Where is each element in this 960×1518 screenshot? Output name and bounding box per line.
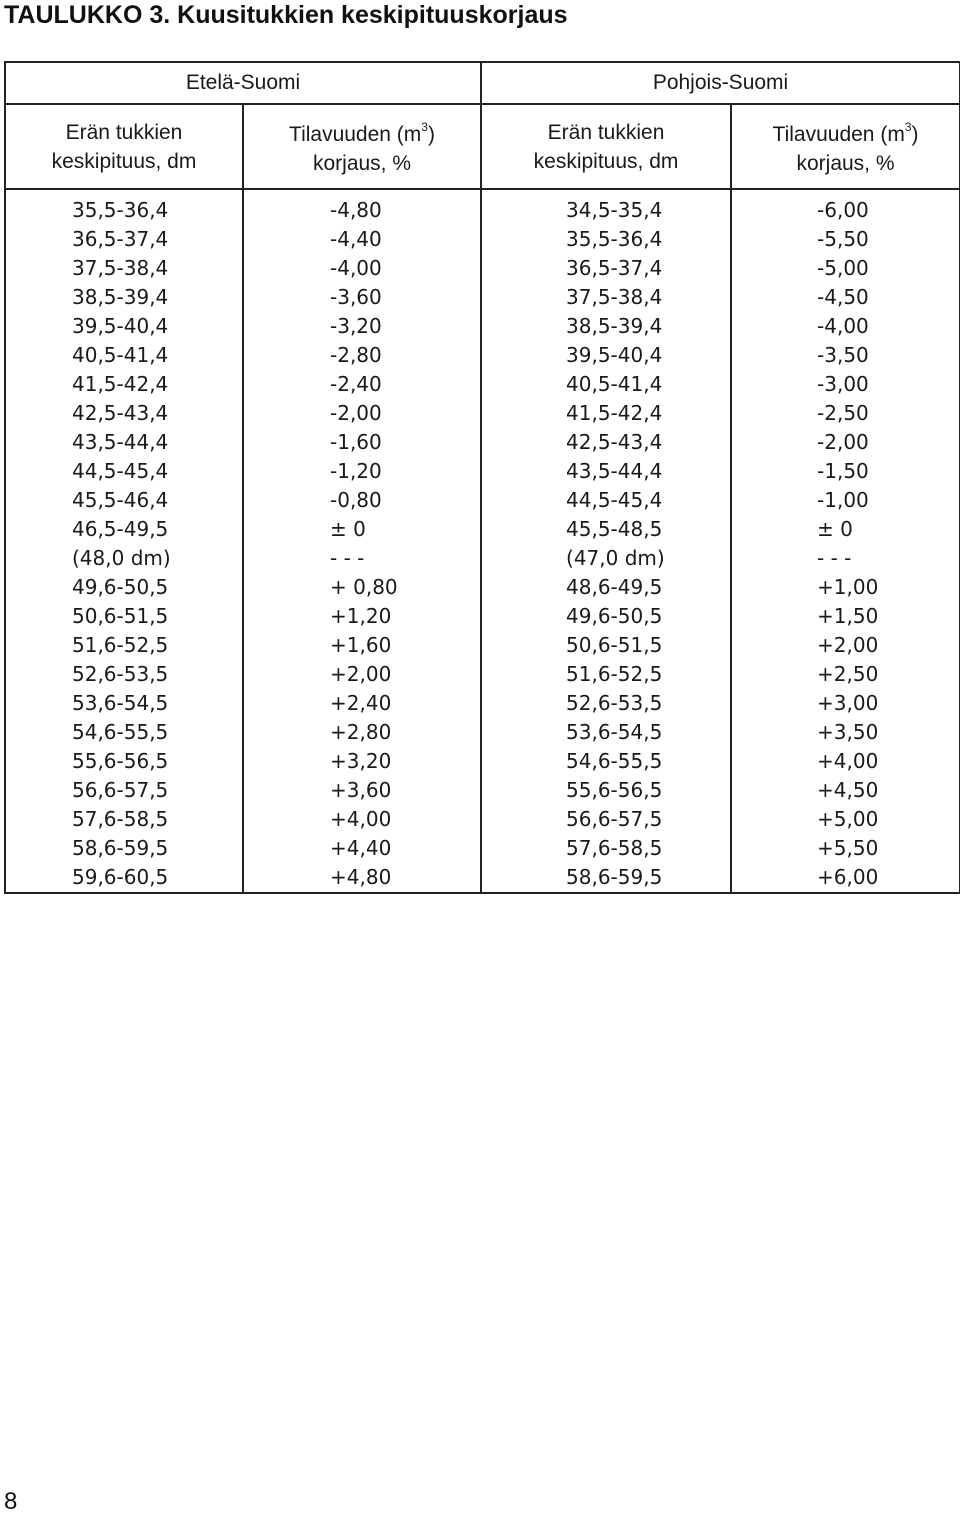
superscript: 3 <box>421 120 428 134</box>
table-row <box>5 312 960 341</box>
col-header-text: keskipituus, dm <box>51 149 197 173</box>
south-correction-cell: +4,00 <box>243 805 481 834</box>
south-correction-cell: -4,80 <box>243 189 481 225</box>
south-length-cell: 50,6-51,5 <box>5 602 243 631</box>
south-length-cell: 59,6-60,5 <box>5 863 243 893</box>
col-header-text: ) <box>911 123 919 146</box>
south-correction-cell: + 0,80 <box>243 573 481 602</box>
table-row <box>5 341 960 370</box>
table-row <box>5 457 960 486</box>
south-length-cell: 51,6-52,5 <box>5 631 243 660</box>
north-correction-cell: -4,00 <box>731 312 960 341</box>
north-length-cell: 34,5-35,4 <box>481 189 731 225</box>
south-correction-cell: +1,20 <box>243 602 481 631</box>
north-correction-cell: -2,00 <box>731 428 960 457</box>
north-length-cell: 41,5-42,4 <box>481 399 731 428</box>
north-length-cell: 50,6-51,5 <box>481 631 731 660</box>
south-length-cell: 40,5-41,4 <box>5 341 243 370</box>
north-length-cell: 45,5-48,5 <box>481 515 731 544</box>
region-header-row <box>5 62 960 104</box>
col-header-text: Tilavuuden (m <box>772 123 905 146</box>
south-correction-cell: -3,60 <box>243 283 481 312</box>
north-correction-cell: -3,50 <box>731 341 960 370</box>
north-length-cell: 38,5-39,4 <box>481 312 731 341</box>
page-title: TAULUKKO 3. Kuusitukkien keskipituuskorjaus <box>4 1 568 29</box>
north-correction-cell: -5,50 <box>731 225 960 254</box>
south-length-cell: (48,0 dm) <box>5 544 243 573</box>
north-length-cell: 52,6-53,5 <box>481 689 731 718</box>
north-correction-cell: +4,50 <box>731 776 960 805</box>
north-correction-cell: -1,00 <box>731 486 960 515</box>
north-length-cell: 54,6-55,5 <box>481 747 731 776</box>
column-header-row <box>5 104 960 189</box>
table-row <box>5 370 960 399</box>
south-length-cell: 49,6-50,5 <box>5 573 243 602</box>
north-correction-cell: ± 0 <box>731 515 960 544</box>
north-length-cell: 43,5-44,4 <box>481 457 731 486</box>
south-length-cell: 46,5-49,5 <box>5 515 243 544</box>
col-header-north-length <box>481 104 731 189</box>
north-correction-cell: +1,50 <box>731 602 960 631</box>
north-correction-cell: +3,50 <box>731 718 960 747</box>
table-row <box>5 189 960 225</box>
south-length-cell: 55,6-56,5 <box>5 747 243 776</box>
south-length-cell: 38,5-39,4 <box>5 283 243 312</box>
south-correction-cell: +4,80 <box>243 863 481 893</box>
north-correction-cell: +2,00 <box>731 631 960 660</box>
north-correction-cell: -4,50 <box>731 283 960 312</box>
south-correction-cell: +2,40 <box>243 689 481 718</box>
north-correction-cell: - - - <box>731 544 960 573</box>
col-header-text: Tilavuuden (m <box>289 123 422 146</box>
north-length-cell: 44,5-45,4 <box>481 486 731 515</box>
south-correction-cell: -2,00 <box>243 399 481 428</box>
north-length-cell: 48,6-49,5 <box>481 573 731 602</box>
south-correction-cell: +3,20 <box>243 747 481 776</box>
north-correction-cell: +5,50 <box>731 834 960 863</box>
north-length-cell: 57,6-58,5 <box>481 834 731 863</box>
superscript: 3 <box>904 120 912 134</box>
south-length-cell: 54,6-55,5 <box>5 718 243 747</box>
col-header-text: ) <box>427 123 435 146</box>
south-length-cell: 52,6-53,5 <box>5 660 243 689</box>
north-correction-cell: -6,00 <box>731 189 960 225</box>
north-length-cell: 40,5-41,4 <box>481 370 731 399</box>
north-correction-cell: -2,50 <box>731 399 960 428</box>
north-length-cell: 51,6-52,5 <box>481 660 731 689</box>
south-length-cell: 36,5-37,4 <box>5 225 243 254</box>
table-row <box>5 805 960 834</box>
table-row <box>5 660 960 689</box>
south-correction-cell: +4,40 <box>243 834 481 863</box>
north-correction-cell: +4,00 <box>731 747 960 776</box>
south-correction-cell: +3,60 <box>243 776 481 805</box>
north-correction-cell: -3,00 <box>731 370 960 399</box>
north-correction-cell: -5,00 <box>731 254 960 283</box>
north-length-cell: 39,5-40,4 <box>481 341 731 370</box>
north-correction-cell: +3,00 <box>731 689 960 718</box>
south-length-cell: 44,5-45,4 <box>5 457 243 486</box>
north-correction-cell: +6,00 <box>731 863 960 893</box>
table-row <box>5 428 960 457</box>
table-row <box>5 747 960 776</box>
south-correction-cell: -0,80 <box>243 486 481 515</box>
south-length-cell: 39,5-40,4 <box>5 312 243 341</box>
region-header-north: Pohjois-Suomi <box>481 62 960 104</box>
north-length-cell: 49,6-50,5 <box>481 602 731 631</box>
north-length-cell: 37,5-38,4 <box>481 283 731 312</box>
col-header-north-correction <box>731 104 960 189</box>
col-header-south-correction <box>243 104 481 189</box>
south-length-cell: 35,5-36,4 <box>5 189 243 225</box>
table-row <box>5 602 960 631</box>
north-length-cell: 53,6-54,5 <box>481 718 731 747</box>
south-correction-cell: -3,20 <box>243 312 481 341</box>
col-header-text: keskipituus, dm <box>533 149 679 173</box>
col-header-text: korjaus, % <box>796 152 895 175</box>
table-row <box>5 515 960 544</box>
table-row <box>5 544 960 573</box>
table-row <box>5 225 960 254</box>
north-length-cell: (47,0 dm) <box>481 544 731 573</box>
region-header-south: Etelä-Suomi <box>5 62 481 104</box>
table-row <box>5 399 960 428</box>
south-length-cell: 56,6-57,5 <box>5 776 243 805</box>
south-length-cell: 43,5-44,4 <box>5 428 243 457</box>
page-number: 8 <box>4 1488 18 1515</box>
north-length-cell: 36,5-37,4 <box>481 254 731 283</box>
south-correction-cell: -2,80 <box>243 341 481 370</box>
table-row <box>5 283 960 312</box>
south-correction-cell: +2,00 <box>243 660 481 689</box>
south-length-cell: 45,5-46,4 <box>5 486 243 515</box>
south-correction-cell: -4,00 <box>243 254 481 283</box>
south-length-cell: 57,6-58,5 <box>5 805 243 834</box>
north-length-cell: 42,5-43,4 <box>481 428 731 457</box>
south-length-cell: 53,6-54,5 <box>5 689 243 718</box>
table-row <box>5 573 960 602</box>
col-header-text: Erän tukkien <box>547 120 665 144</box>
south-length-cell: 37,5-38,4 <box>5 254 243 283</box>
table-row <box>5 631 960 660</box>
north-correction-cell: -1,50 <box>731 457 960 486</box>
south-length-cell: 58,6-59,5 <box>5 834 243 863</box>
table-row <box>5 863 960 893</box>
length-correction-table <box>4 61 960 894</box>
north-length-cell: 35,5-36,4 <box>481 225 731 254</box>
north-length-cell: 56,6-57,5 <box>481 805 731 834</box>
south-correction-cell: +2,80 <box>243 718 481 747</box>
south-length-cell: 42,5-43,4 <box>5 399 243 428</box>
north-length-cell: 55,6-56,5 <box>481 776 731 805</box>
col-header-text: Erän tukkien <box>65 120 183 144</box>
table-body <box>5 189 960 893</box>
south-correction-cell: ± 0 <box>243 515 481 544</box>
north-correction-cell: +2,50 <box>731 660 960 689</box>
col-header-text: korjaus, % <box>312 152 412 175</box>
table-row <box>5 718 960 747</box>
south-correction-cell: -1,20 <box>243 457 481 486</box>
south-correction-cell: +1,60 <box>243 631 481 660</box>
south-length-cell: 41,5-42,4 <box>5 370 243 399</box>
south-correction-cell: - - - <box>243 544 481 573</box>
south-correction-cell: -2,40 <box>243 370 481 399</box>
north-correction-cell: +5,00 <box>731 805 960 834</box>
south-correction-cell: -4,40 <box>243 225 481 254</box>
table-row <box>5 254 960 283</box>
north-correction-cell: +1,00 <box>731 573 960 602</box>
table-row <box>5 486 960 515</box>
table-row <box>5 834 960 863</box>
table-row <box>5 776 960 805</box>
table-row <box>5 689 960 718</box>
south-correction-cell: -1,60 <box>243 428 481 457</box>
col-header-south-length <box>5 104 243 189</box>
north-length-cell: 58,6-59,5 <box>481 863 731 893</box>
